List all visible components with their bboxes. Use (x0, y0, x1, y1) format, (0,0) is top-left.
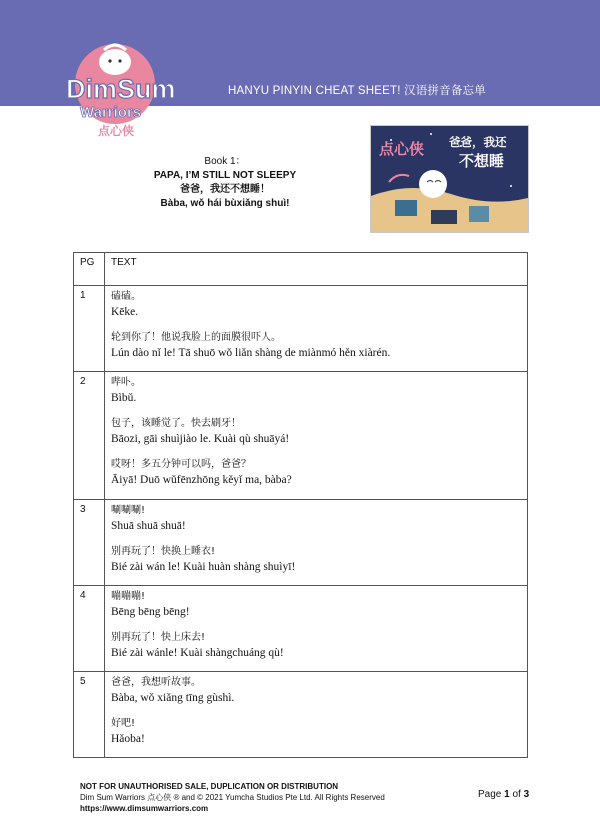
cover-series-logo: 点心侠 (379, 140, 425, 158)
book-title-pinyin: Bàba, wǒ hái bùxiǎng shuì! (160, 198, 290, 209)
line-pinyin: Hǎoba! (111, 733, 145, 745)
line-pinyin: Bāozi, gāi shuìjiào le. Kuài qù shuāyá! (111, 433, 290, 445)
line-chinese: 哔卟。 (111, 377, 141, 388)
footer (80, 781, 385, 814)
line-pinyin: Bìbǔ. (111, 392, 137, 404)
dimsum-warriors-logo (60, 32, 180, 142)
line-pinyin: Bàba, wǒ xiǎng tīng gùshì. (111, 692, 235, 704)
book-cover-image (370, 125, 529, 233)
footer-notice: NOT FOR UNAUTHORISED SALE, DUPLICATION OR DISTRIBUTION (80, 782, 339, 791)
footer-copyright: Dim Sum Warriors 点心侠 ® and © 2021 Yumcha Studios Pte Ltd. All Rights Reserved (80, 793, 385, 802)
line-pinyin: Bié zài wán le! Kuài huàn shàng shuìyī! (111, 561, 296, 573)
row-text (105, 372, 528, 500)
line-chinese: 别再玩了！快换上睡衣! (111, 546, 216, 557)
header-pg: PG (74, 253, 105, 286)
line-pinyin: Bié zài wánle! Kuài shàngchuáng qù! (111, 647, 284, 659)
line-pinyin: Āiyā! Duō wǔfēnzhōng kěyǐ ma, bàba? (111, 474, 292, 486)
line-chinese: 唰唰唰! (111, 505, 146, 516)
svg-text:Warriors: Warriors (80, 104, 142, 121)
row-page-number: 5 (74, 672, 105, 758)
svg-text:点心侠: 点心侠 (98, 124, 135, 138)
row-text (105, 672, 528, 758)
cover-title-line2: 不想睡 (459, 152, 505, 170)
line-pinyin: Shuā shuā shuā! (111, 520, 186, 532)
page-label: Page (478, 789, 502, 800)
line-pinyin: Bēng bēng bēng! (111, 606, 190, 618)
cover-title-line1: 爸爸，我还 (449, 135, 507, 149)
table-row (74, 500, 528, 586)
footer-website-link[interactable]: https://www.dimsumwarriors.com (80, 804, 209, 813)
line-pinyin: Lún dào nǐ le! Tā shuō wǒ liǎn shàng de miànmó hěn xiàrén. (111, 347, 391, 359)
header-text: TEXT (105, 253, 528, 286)
book-label: Book 1： (204, 156, 246, 167)
row-page-number: 3 (74, 500, 105, 586)
row-text (105, 286, 528, 372)
row-page-number: 1 (74, 286, 105, 372)
pinyin-table (73, 252, 528, 758)
line-chinese: 包子，该睡觉了。快去刷牙！ (111, 418, 241, 429)
svg-text:DimSum: DimSum (66, 74, 176, 104)
line-pinyin: Kēke. (111, 306, 139, 318)
row-text (105, 586, 528, 672)
table-row (74, 286, 528, 372)
line-chinese: 爸爸，我想听故事。 (111, 677, 201, 688)
table-header-row (74, 253, 528, 286)
page-of: of (512, 789, 521, 800)
row-text (105, 500, 528, 586)
row-page-number: 2 (74, 372, 105, 500)
table-row (74, 372, 528, 500)
line-chinese: 嘣嘣嘣! (111, 591, 146, 602)
table-row (74, 672, 528, 758)
page-current: 1 (504, 789, 510, 800)
line-chinese: 轮到你了！他说我脸上的面膜很吓人。 (111, 332, 281, 343)
line-chinese: 哎呀！多五分钟可以吗，爸爸？ (111, 459, 251, 470)
table-row (74, 586, 528, 672)
page-title: HANYU PINYIN CHEAT SHEET! 汉语拼音备忘单 (228, 85, 486, 97)
line-chinese: 别再玩了！快上床去! (111, 632, 206, 643)
page-number (478, 789, 529, 800)
line-chinese: 磕磕。 (111, 291, 141, 302)
page-total: 3 (523, 789, 530, 800)
book-title-en: PAPA, I’M STILL NOT SLEEPY (153, 170, 297, 181)
book-info (120, 155, 330, 211)
book-title-cn: 爸爸，我还不想睡！ (180, 184, 270, 195)
line-chinese: 好吧! (111, 718, 136, 729)
row-page-number: 4 (74, 586, 105, 672)
